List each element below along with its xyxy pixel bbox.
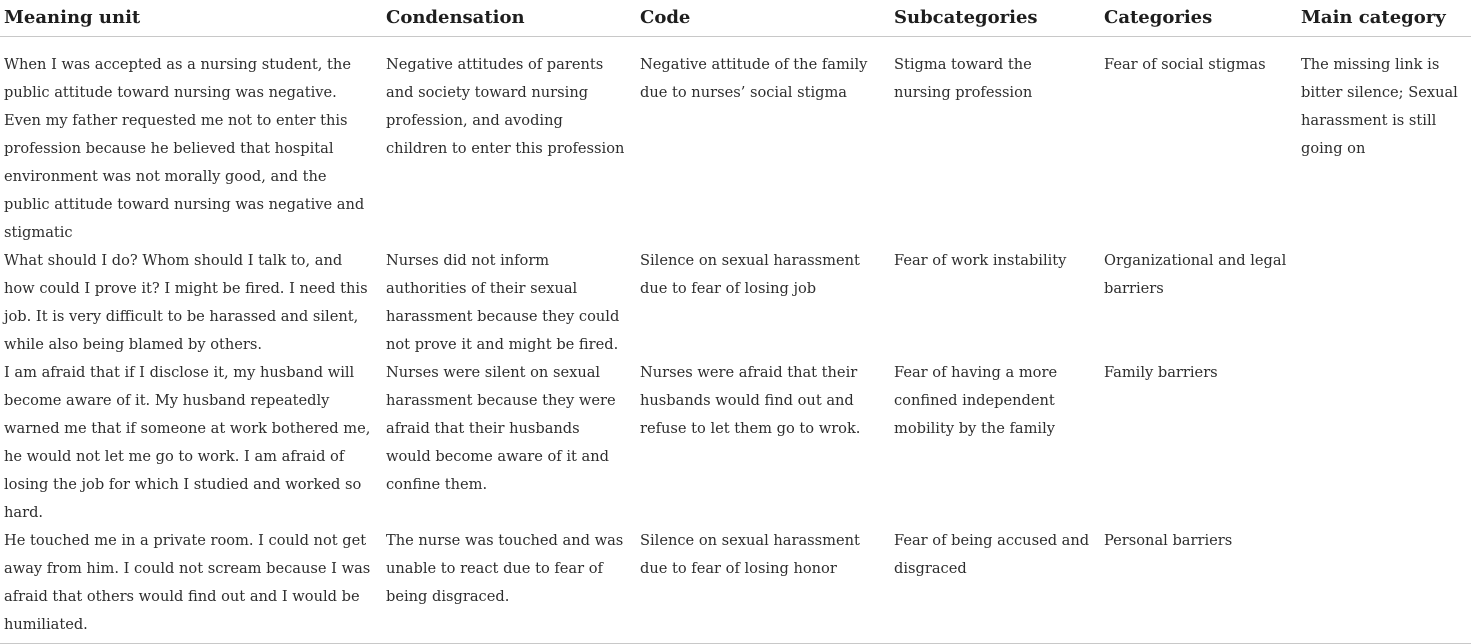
cell-condensation: Nurses did not inform authorities of their sexual harassment because they could not prove it and might be fired. — [386, 252, 620, 353]
cell-main-category — [1297, 247, 1471, 359]
cell-main-category: The missing link is bitter silence; Sexual harassment is still going on — [1301, 56, 1458, 157]
cell-subcategory: Stigma toward the nursing profession — [894, 56, 1033, 101]
cell-subcategory: Fear of work instability — [894, 252, 1067, 269]
cell-subcategory: Fear of being accused and disgraced — [890, 527, 1100, 644]
table-row — [0, 527, 1471, 644]
cell-category: Family barriers — [1104, 364, 1218, 381]
header-subcategories: Subcategories — [890, 0, 1100, 37]
cell-meaning-unit: What should I do? Whom should I talk to, and how could I prove it? I might be fired. I need this job. It is very difficult to be harassed and silent, while also being blamed by others. — [4, 252, 368, 353]
header-categories: Categories — [1100, 0, 1297, 37]
cell-condensation: Nurses were silent on sexual harassment because they were afraid that their husbands would become aware of it and confine them. — [386, 364, 616, 493]
cell-condensation: Negative attitudes of parents and society toward nursing profession, and avoding children to enter this profession — [386, 56, 625, 157]
table-row — [0, 359, 1471, 527]
cell-meaning-unit: He touched me in a private room. I could not get away from him. I could not scream because I was afraid that others would find out and I would be humiliated. — [0, 527, 382, 644]
cell-condensation: The nurse was touched and was unable to react due to fear of being disgraced. — [382, 527, 636, 644]
table-body — [0, 37, 1471, 644]
header-condensation: Condensation — [382, 0, 636, 37]
cell-code: Silence on sexual harassment due to fear of losing honor — [636, 527, 890, 644]
cell-code: Silence on sexual harassment due to fear of losing job — [640, 252, 860, 297]
header-main-category: Main category — [1297, 0, 1471, 37]
cell-subcategory: Fear of having a more confined independent mobility by the family — [894, 364, 1058, 437]
cell-category: Fear of social stigmas — [1104, 56, 1266, 73]
cell-code: Negative attitude of the family due to nurses’ social stigma — [640, 56, 868, 101]
header-meaning-unit: Meaning unit — [0, 0, 382, 37]
cell-meaning-unit: When I was accepted as a nursing student, the public attitude toward nursing was negative. Even my father requested me not to enter this profession because he believed that hospital environment was not morally good, and the public attitude toward nursing was negative and stigmatic — [4, 56, 365, 241]
header-row — [0, 0, 1471, 37]
cell-meaning-unit: I am afraid that if I disclose it, my husband will become aware of it. My husband repeatedly warned me that if someone at work bothered me, he would not let me go to work. I am afraid of losing the job for which I studied and worked so hard. — [4, 364, 371, 521]
cell-code: Nurses were afraid that their husbands would find out and refuse to let them go to wrok. — [640, 364, 861, 437]
header-code: Code — [636, 0, 890, 37]
table-header — [0, 0, 1471, 37]
cell-main-category — [1297, 359, 1471, 527]
table-row — [0, 37, 1471, 248]
cell-main-category — [1297, 527, 1471, 644]
cell-category: Organizational and legal barriers — [1104, 252, 1287, 297]
cell-category: Personal barriers — [1100, 527, 1297, 644]
table-row — [0, 247, 1471, 359]
